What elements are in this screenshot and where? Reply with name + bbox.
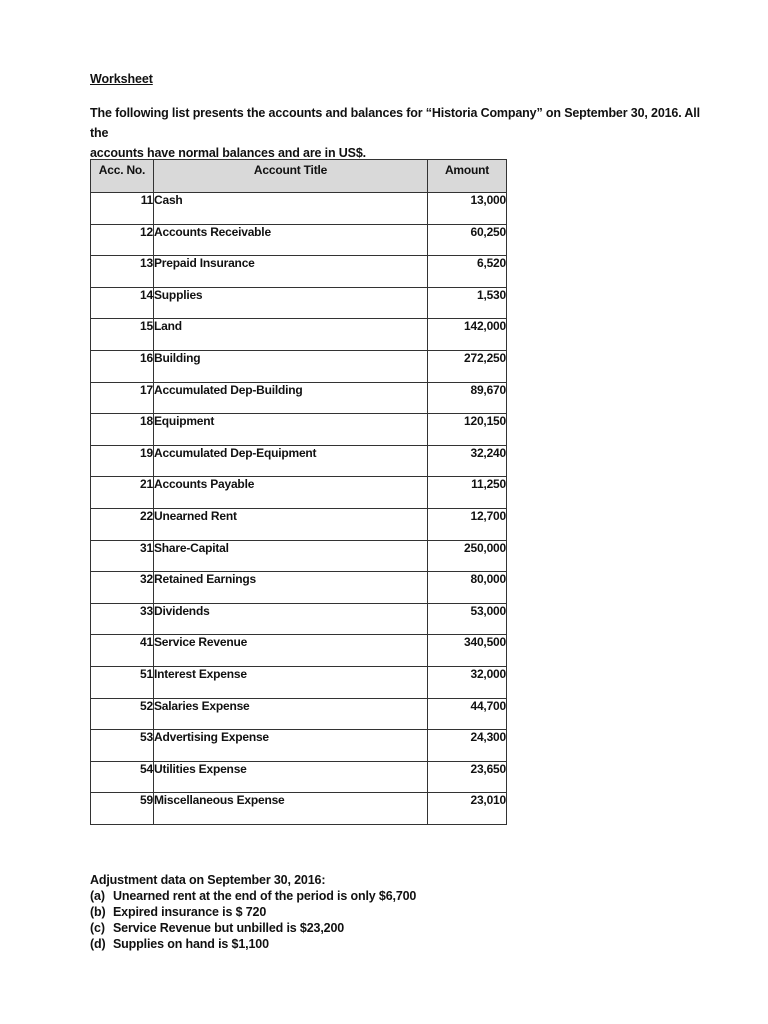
account-title: Accounts Payable	[154, 477, 428, 509]
account-amount: 44,700	[428, 698, 507, 730]
table-row	[91, 761, 507, 793]
account-title: Accounts Receivable	[154, 224, 428, 256]
accounts-table	[90, 159, 507, 825]
table-row	[91, 350, 507, 382]
account-amount: 60,250	[428, 224, 507, 256]
account-number: 31	[91, 540, 154, 572]
table-row	[91, 572, 507, 604]
table-row	[91, 666, 507, 698]
table-body	[91, 193, 507, 825]
table-row	[91, 730, 507, 762]
list-item	[90, 888, 416, 904]
adjustment-data	[90, 872, 416, 952]
account-amount: 1,530	[428, 287, 507, 319]
account-number: 19	[91, 445, 154, 477]
table-row	[91, 193, 507, 225]
account-number: 59	[91, 793, 154, 825]
account-number: 21	[91, 477, 154, 509]
account-number: 15	[91, 319, 154, 351]
table-row	[91, 477, 507, 509]
table-row	[91, 635, 507, 667]
account-title: Miscellaneous Expense	[154, 793, 428, 825]
account-amount: 11,250	[428, 477, 507, 509]
header-amount: Amount	[428, 160, 507, 193]
list-item	[90, 904, 416, 920]
account-number: 17	[91, 382, 154, 414]
account-number: 41	[91, 635, 154, 667]
adjustment-letter: (b)	[90, 905, 106, 919]
table-row	[91, 698, 507, 730]
account-number: 54	[91, 761, 154, 793]
account-title: Dividends	[154, 603, 428, 635]
account-amount: 89,670	[428, 382, 507, 414]
table-row	[91, 508, 507, 540]
account-title: Accumulated Dep-Equipment	[154, 445, 428, 477]
account-title: Unearned Rent	[154, 508, 428, 540]
account-title: Equipment	[154, 414, 428, 446]
account-amount: 23,010	[428, 793, 507, 825]
adjustment-letter: (c)	[90, 921, 105, 935]
account-amount: 6,520	[428, 256, 507, 288]
account-title: Salaries Expense	[154, 698, 428, 730]
table-row	[91, 793, 507, 825]
adjustment-list	[90, 888, 416, 952]
account-amount: 142,000	[428, 319, 507, 351]
header-account-title: Account Title	[154, 160, 428, 193]
account-amount: 23,650	[428, 761, 507, 793]
intro-line-1: The following list presents the accounts and balances for “Historia Company” on September 30, 2016. All the	[90, 106, 700, 140]
account-number: 53	[91, 730, 154, 762]
table-row	[91, 224, 507, 256]
account-amount: 24,300	[428, 730, 507, 762]
account-title: Accumulated Dep-Building	[154, 382, 428, 414]
worksheet-heading: Worksheet	[90, 72, 153, 86]
account-amount: 32,240	[428, 445, 507, 477]
adjustment-text: Unearned rent at the end of the period is only $6,700	[113, 889, 417, 903]
list-item	[90, 920, 416, 936]
account-amount: 250,000	[428, 540, 507, 572]
account-amount: 340,500	[428, 635, 507, 667]
table-row	[91, 540, 507, 572]
account-title: Prepaid Insurance	[154, 256, 428, 288]
table-row	[91, 256, 507, 288]
account-amount: 13,000	[428, 193, 507, 225]
account-title: Service Revenue	[154, 635, 428, 667]
account-title: Share-Capital	[154, 540, 428, 572]
account-title: Supplies	[154, 287, 428, 319]
account-title: Cash	[154, 193, 428, 225]
account-amount: 12,700	[428, 508, 507, 540]
account-title: Utilities Expense	[154, 761, 428, 793]
account-number: 51	[91, 666, 154, 698]
account-title: Retained Earnings	[154, 572, 428, 604]
account-number: 11	[91, 193, 154, 225]
account-number: 12	[91, 224, 154, 256]
account-number: 22	[91, 508, 154, 540]
account-number: 14	[91, 287, 154, 319]
adjustment-text: Service Revenue but unbilled is $23,200	[113, 921, 345, 935]
adjustment-text: Supplies on hand is $1,100	[113, 937, 269, 951]
header-acc-no: Acc. No.	[91, 160, 154, 193]
account-number: 16	[91, 350, 154, 382]
table-row	[91, 382, 507, 414]
adjustment-letter: (d)	[90, 937, 106, 951]
account-number: 33	[91, 603, 154, 635]
account-amount: 272,250	[428, 350, 507, 382]
intro-paragraph	[90, 103, 710, 163]
account-title: Advertising Expense	[154, 730, 428, 762]
account-number: 52	[91, 698, 154, 730]
table-row	[91, 287, 507, 319]
account-title: Building	[154, 350, 428, 382]
adjustment-letter: (a)	[90, 889, 105, 903]
intro-line-2: accounts have normal balances and are in US$.	[90, 146, 366, 160]
table-row	[91, 319, 507, 351]
table-row	[91, 603, 507, 635]
account-title: Interest Expense	[154, 666, 428, 698]
table-row	[91, 414, 507, 446]
account-title: Land	[154, 319, 428, 351]
account-amount: 32,000	[428, 666, 507, 698]
account-amount: 53,000	[428, 603, 507, 635]
account-amount: 120,150	[428, 414, 507, 446]
table-row	[91, 445, 507, 477]
account-amount: 80,000	[428, 572, 507, 604]
account-number: 13	[91, 256, 154, 288]
adjustment-heading: Adjustment data on September 30, 2016:	[90, 873, 326, 887]
account-number: 32	[91, 572, 154, 604]
account-number: 18	[91, 414, 154, 446]
table-header-row	[91, 160, 507, 193]
list-item	[90, 936, 416, 952]
adjustment-text: Expired insurance is $ 720	[113, 905, 267, 919]
